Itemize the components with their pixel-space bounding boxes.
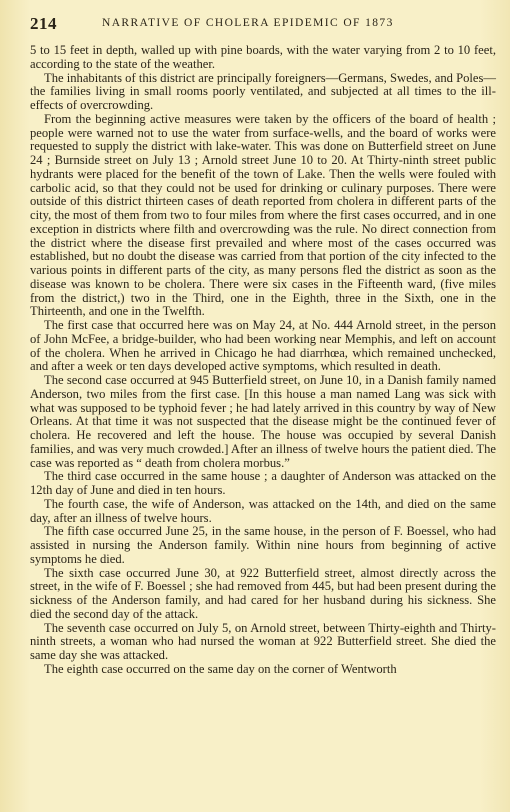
- paragraph: 5 to 15 feet in depth, walled up with pine boards, with the water varying from 2 to 10 feet, according to the state of the weather.: [30, 43, 496, 71]
- body-text: [30, 44, 496, 677]
- paragraph: The second case occurred at 945 Butterfield street, on June 10, in a Danish family named Anderson, two miles from the first case. [In this house a man named Lang was sick with what was supposed to be typhoid fever ; he had lately arrived in this country by way of New Orleans. At that time it was not suspected that the disease might be the continued fever of cholera. He recovered and left the house. The house was occupied by several Danish families, and was very much crowded.] After an illness of twelve hours the patient died. The case was reported as “ death from cholera morbus.”: [30, 373, 496, 470]
- paragraph: The seventh case occurred on July 5, on Arnold street, between Thirty-eighth and Thirty-ninth streets, a woman who had nursed the woman at 922 Butterfield street. She died the same day she was attacked.: [30, 620, 496, 662]
- paragraph: The first case that occurred here was on May 24, at No. 444 Arnold street, in the person of John McFee, a bridge-builder, who had been working near Memphis, and left on account of the cholera. When he arrived in Chicago he had diarrhœa, which remained unchecked, and after a week or ten days developed active symptoms, which resulted in death.: [30, 318, 496, 374]
- page-header: [30, 14, 496, 34]
- running-head: NARRATIVE OF CHOLERA EPIDEMIC OF 1873: [102, 17, 394, 29]
- page-number: 214: [30, 14, 57, 33]
- paragraph: The inhabitants of this district are principally foreigners—Germans, Swedes, and Poles—the families living in small rooms poorly ventilated, and subjected at all times to the ill-effects of overcrowding.: [30, 70, 496, 112]
- paragraph: The eighth case occurred on the same day on the corner of Wentworth: [44, 661, 397, 676]
- paragraph: The fourth case, the wife of Anderson, was attacked on the 14th, and died on the same day, after an illness of twelve hours.: [30, 496, 496, 525]
- paragraph: The fifth case occurred June 25, in the same house, in the person of F. Boessel, who had assisted in nursing the Anderson family. Within nine hours from beginning of active symptoms he died.: [30, 524, 496, 566]
- paragraph: The sixth case occurred June 30, at 922 Butterfield street, almost directly across the street, in the wife of F. Boessel ; she had removed from 445, but had been present during the sickness of the Anderson family, and had cared for her husband during his sickness. She died the second day of the attack.: [30, 565, 496, 621]
- paragraph: From the beginning active measures were taken by the officers of the board of health ; people were warned not to use the water from surface-wells, and the board of works were requested to supply the district with lake-water. This was done on Butterfield street on June 24 ; Burnside street on July 13 ; Arnold street June 10 to 20. At Thirty-ninth street public hydrants were placed for the benefit of the town of Lake. Then the wells were fouled with carbolic acid, so that they could not be used for drinking or culinary purposes. There were outside of this district thirteen cases of death reported from cholera in different parts of the city, the most of them from two to four miles from where the first cases occurred, and in one exception in districts where filth and overcrowding was the rule. No direct connection from the district where the disease first prevailed and where most of the cases occurred was established, but no doubt the disease was carried from that portion of the city infected to the various points in different parts of the city, as many persons fled the district as soon as the disease was known to be cholera. There were six cases in the Fifteenth ward, (five miles from the district,) two in the Third, one in the Eighth, three in the Sixth, one in the Thirteenth, and one in the Twelfth.: [30, 111, 496, 319]
- paragraph: The third case occurred in the same house ; a daughter of Anderson was attacked on the 12th day of June and died in ten hours.: [30, 469, 496, 497]
